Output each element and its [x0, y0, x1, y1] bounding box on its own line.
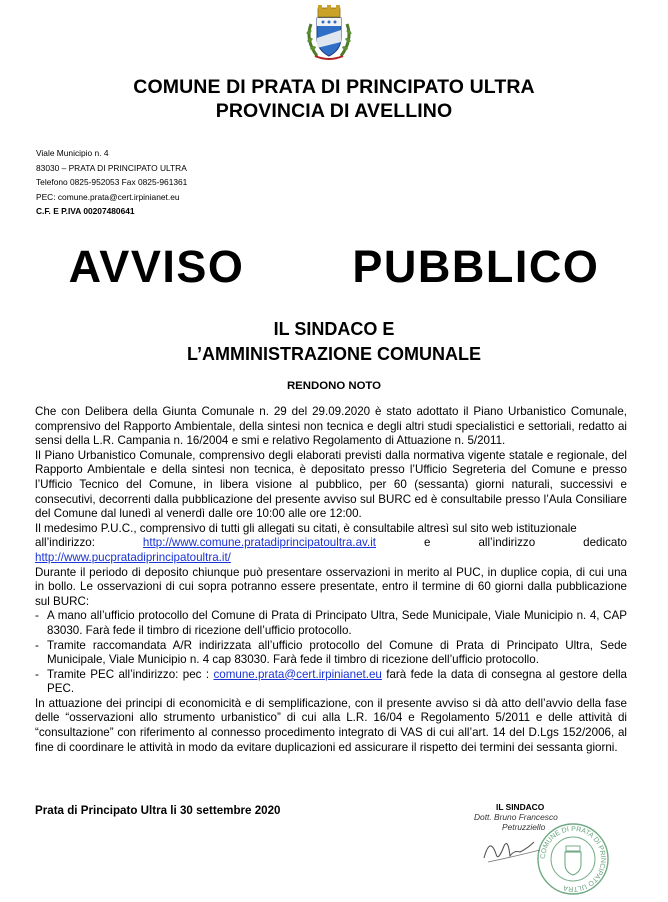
municipal-website-link[interactable]: http://www.comune.pratadiprincipatoultra.av.it [142, 536, 376, 550]
notice-body [35, 405, 627, 755]
paragraph-observations: Durante il periodo di deposito chiunque può presentare osservazioni in merito al PUC, in duplice copia, di cui una in bollo. Le osservazioni di cui sopra potranno essere presentate, entro il termine di 60 giorni dalla pubblicazione sul BURC: [35, 565, 627, 608]
pec-prefix: Tramite PEC all’indirizzo: pec : [47, 667, 210, 681]
place-date: Prata di Principato Ultra li 30 settembre 2020 [35, 804, 281, 817]
list-item: - A mano all’ufficio protocollo del Comune di Prata di Principato Ultra, Sede Municipale, Viale Municipio n. 4, CAP 83030. Farà fede il timbro di ricezione dell’ufficio protocollo. [35, 609, 627, 638]
pec-suffix: farà fede la data di consegna al gestore della PEC. [47, 667, 627, 696]
paragraph-adoption: Che con Delibera della Giunta Comunale n. 29 del 29.09.2020 è stato adottato il Piano Urbanistico Comunale, comprensivo del Rapporto Ambientale, della sintesi non tecnica e degli altri studi specialistici e settoriali, redatto ai sensi della L.R. Campania n. 16/2004 e smi e relativo Regolamento di Attuazione n. 5/2011. [35, 405, 627, 448]
municipal-crest-icon [301, 4, 357, 62]
address-street: Viale Municipio n. 4 [36, 148, 109, 158]
list-item: - Tramite raccomandata A/R indirizzata all’ufficio protocollo del Comune di Prata di Principato Ultra, Sede Municipale, Viale Municipio n. 4 cap 83030. Farà fede il timbro di ricezione dell’ufficio protocollo. [35, 639, 627, 668]
address-city: 83030 – PRATA DI PRINCIPATO ULTRA [36, 162, 187, 173]
website-dedicated: dedicato [583, 536, 627, 550]
address-pec: PEC: comune.prata@cert.irpinianet.eu [36, 191, 180, 202]
issuer-line-2: L’AMMINISTRAZIONE COMUNALE [187, 344, 481, 364]
announce-heading: RENDONO NOTO [286, 380, 382, 392]
puc-website-link[interactable]: http://www.pucpratadiprincipatoultra.it/ [35, 550, 231, 564]
signature-title: IL SINDACO [496, 802, 545, 812]
website-prefix: all’indirizzo: [35, 536, 95, 550]
signature-name-line-2: Petruzziello [502, 822, 546, 832]
issuer-heading [0, 317, 668, 367]
website-and: e [424, 536, 431, 550]
pec-email-link[interactable]: comune.prata@cert.irpinianet.eu [213, 667, 382, 681]
official-stamp [536, 822, 610, 896]
list-item [35, 668, 627, 697]
address-block [36, 146, 187, 219]
province-title: PROVINCIA DI AVELLINO [215, 100, 453, 122]
municipality-title: COMUNE DI PRATA DI PRINCIPATO ULTRA [133, 76, 535, 98]
address-vat: C.F. E P.IVA 00207480641 [36, 206, 135, 217]
signature-name-line-1: Dott. Bruno Francesco [474, 812, 558, 822]
website-address-label: all’indirizzo [478, 536, 536, 550]
paragraph-website: Il medesimo P.U.C., comprensivo di tutti gli allegati su citati, è consultabile altresì sul sito web istituzionale [35, 521, 577, 535]
paragraph-deposit: Il Piano Urbanistico Comunale, comprensivo degli elaborati previsti dalla normativa vigente statale e regionale, del Rapporto Ambientale e della sintesi non tecnica, è depositato presso l’Ufficio Segreteria del Comune e presso l’Ufficio Tecnico del Comune, in libera visione al pubblico, per 60 (sessanta) giorni naturali, successivi e consecutivi, decorrenti dalla pubblicazione del presente avviso sul BURC ed è consultabile presso l’Aula Consiliare del Comune dal lunedì al venerdì dalle ore 10:00 alle ore 12:00. [35, 448, 627, 521]
paragraph-simplification: In attuazione dei principi di economicità e di semplificazione, con il presente avviso si dà atto dell’avvio della fase delle “osservazioni allo strumento urbanistico” di cui alla L.R. 16/04 e Regolamento 5/2011 e delle attività di “consultazione” con riferimento al connesso procedimento integrato di VAS di cui all’art. 14 del D.Lgs 152/2006, al fine di coordinare le attività in modo da evitare duplicazioni ed assicurare il rispetto dei termini dei sessanta giorni. [35, 696, 627, 754]
notice-title: AVVISO PUBBLICO [68, 241, 600, 292]
submission-methods-list [35, 609, 627, 697]
website-link-line [35, 536, 627, 551]
issuer-line-1: IL SINDACO E [273, 319, 395, 339]
address-phone: Telefono 0825-952053 Fax 0825-961361 [36, 177, 188, 188]
svg-text:COMUNE DI PRATA DI PRINCIPATO [540, 826, 606, 892]
stamp-text: COMUNE DI PRATA DI PRINCIPATO ULTRA [539, 825, 607, 893]
